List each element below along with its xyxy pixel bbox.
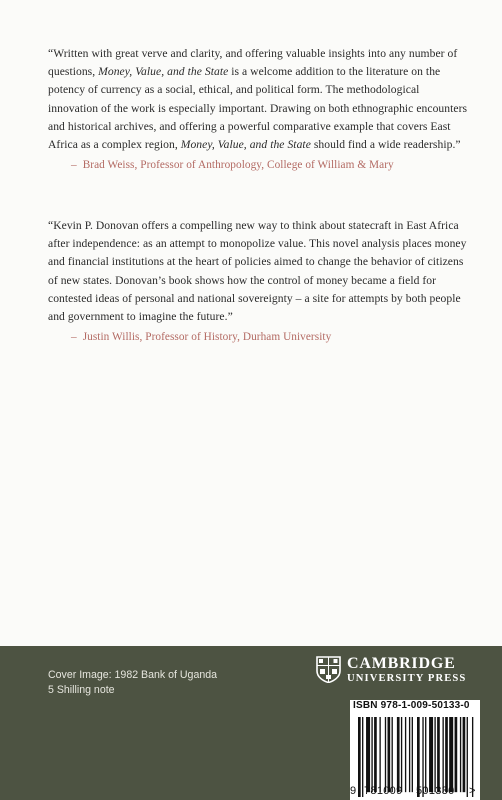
quote-attribution: [48, 156, 468, 174]
barcode-bar: [463, 717, 466, 792]
attribution-text: Justin Willis, Professor of History, Durham University: [82, 331, 332, 344]
barcode-bar: [409, 717, 410, 792]
barcode-bar: [405, 717, 406, 792]
quote-attribution: [48, 328, 468, 346]
barcode-bar: [371, 717, 372, 792]
barcode-bar: [437, 717, 440, 792]
barcode-bar: [392, 717, 393, 792]
isbn-barcode: ISBN 978-1-009-50133-0 9 781009 501330 >: [350, 700, 480, 800]
book-title-italic: Money, Value, and the State: [98, 65, 229, 79]
barcode-bar: [455, 717, 458, 792]
attribution-text: Brad Weiss, Professor of Anthropology, College of William & Mary: [82, 159, 394, 172]
barcode-bar: [434, 717, 435, 792]
endorsement-quote-willis: [48, 217, 468, 346]
cover-footer-band: [0, 646, 502, 800]
barcode-bar: [366, 717, 370, 792]
barcode-bar: [379, 717, 380, 792]
barcode-bar: [442, 717, 443, 792]
book-title-italic: Money, Value, and the State: [180, 138, 311, 152]
cover-image-credit: Cover Image: 1982 Bank of Uganda 5 Shilling note: [48, 669, 218, 696]
barcode-bar: [412, 717, 413, 792]
barcode-bar: [460, 717, 461, 792]
endorsement-quote-weiss: [48, 45, 468, 174]
barcode-bar: [429, 717, 433, 792]
barcode-bar: [449, 717, 453, 792]
barcode-bar: [467, 717, 468, 797]
barcode-bar: [388, 717, 391, 792]
barcode-bar: [358, 717, 361, 797]
quote-text: “Kevin P. Donovan offers a compelling new way to think about statecraft in East Africa after independence: as an attempt to monopolize value. This novel analysis places money and financial institutions at the heart of policies aimed to change the behavior of citizens of new states. Donovan’s book shows how the control of money became a field for contested ideas of personal and national sovereignty – a site for attempts by both people and government to imagine the future.”: [48, 219, 467, 324]
barcode-bar: [374, 717, 377, 792]
isbn-label: ISBN 978-1-009-50133-0: [353, 700, 470, 711]
university-crest-icon: [316, 656, 341, 683]
barcode-bar: [445, 717, 448, 792]
publisher-name: CAMBRIDGE UNIVERSITY PRESS: [347, 655, 467, 684]
barcode-bar: [397, 717, 400, 792]
barcode-bar: [401, 717, 402, 792]
barcode-bar: [425, 717, 426, 792]
quote-text: “Written with great verve and clarity, and offering valuable insights into any number of questions, Money, Value, and the State is a welcome addition to the literature on the potency of currency as a social, ethical, and political form. The methodological innovation of the work is especially important. Drawing on both ethnographic encounters and historical archives, and offering a powerful comparative example that covers East Africa as a complex region, Money, Value, and the State should find a wide readership.”: [48, 47, 468, 152]
attribution-dash: –: [71, 159, 77, 172]
attribution-dash: –: [71, 331, 77, 344]
barcode-bar: [385, 717, 386, 792]
